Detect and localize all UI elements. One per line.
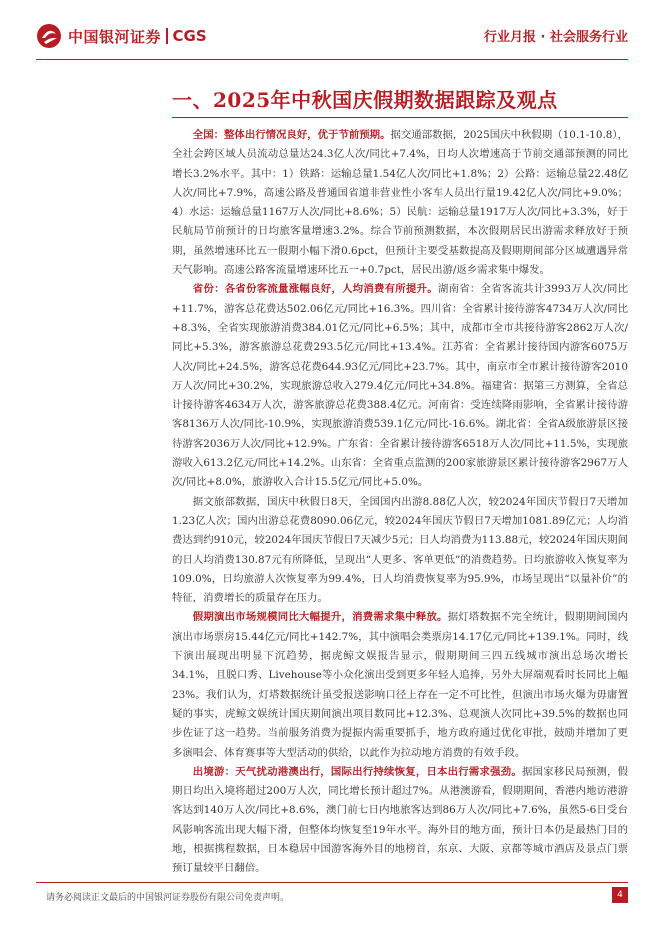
paragraph-national <box>172 126 628 280</box>
logo-english-name: CGS <box>172 27 207 45</box>
paragraph-text: 据文旅部数据，国庆中秋假日8天，全国国内出游8.88亿人次，较2024年国庆节假日7天增加1.23亿人次；国内出游总花费8090.06亿元，较2024年国庆节假日7天增加1081.89亿元；人均消费达到约910元，较2024年国庆节假日7天减少5元；日人均消费为113.88元，较2024年国庆期间的日人均消费130.87元有所降低，呈现出“人更多、客单更低”的消费趋势。日均旅游收入恢复率为109.0%，日均旅游人次恢复率为99.4%，日人均消费恢复率为95.9%，市场呈现出“以量补价”的特征，消费增长的质量存在压力。 <box>172 495 628 605</box>
footer-divider <box>36 882 628 883</box>
paragraph-text: 据国家移民局预测，假期日均出入境将超过200万人次，同比增长预计超过7%。从港澳游看，假期期间，香港内地访港游客达到140万人次/同比+8.6%，澳门前七日内地旅客达到86万人次/同比+7.6%，虽然5-6日受台风影响客流出现大幅下滑，但整体均恢复至19年水平。海外目的地方面，预计日本仍是最热门目的地，根据携程数据，日本稳居中国游客海外目的地榜首，东京、大阪、京都等城市酒店及景点门票预订量较平日翻倍。 <box>172 765 629 875</box>
title-divider <box>172 117 628 118</box>
body-content <box>172 126 628 879</box>
paragraph-lead: 全国：整体出行情况良好，优于节前预期。 <box>192 129 391 141</box>
paragraph-performance <box>172 608 628 762</box>
logo-chinese-name: 中国银河证券 <box>68 27 162 46</box>
paragraph-lead: 假期演出市场规模同比大幅提升，消费需求集中释放。 <box>192 611 448 624</box>
report-type-label: 行业月报 · 社会服务行业 <box>484 30 628 45</box>
page-number: 4 <box>612 887 628 903</box>
paragraph-outbound <box>172 763 628 879</box>
paragraph-provinces <box>172 280 628 492</box>
paragraph-culture-tourism <box>172 493 628 609</box>
company-logo <box>36 22 207 50</box>
page-header <box>0 0 662 70</box>
paragraph-lead: 出境游：天气扰动港澳出行，国际出行持续恢复，日本出行需求强劲。 <box>192 765 523 778</box>
logo-separator <box>166 28 168 44</box>
section-title: 一、2025年中秋国庆假期数据跟踪及观点 <box>172 88 558 112</box>
disclaimer-text: 请务必阅读正文最后的中国银河证券股份有限公司免责声明。 <box>46 893 290 903</box>
paragraph-text: 据交通部数据，2025国庆中秋假期（10.1-10.8），全社会跨区域人员流动总量达24.3亿人次/同比+7.4%，日均人次增速高于节前交通部预测的同比增长3.2%水平。其中：1）铁路：运输总量1.54亿人次/同比+1.8%；2）公路：运输总量22.48亿人次/同比+7.9%，高速公路及普通国省道非营业性小客车人员出行量19.42亿人次/同比+9.0%；4）水运：运输总量1167万人次/同比+8.6%；5）民航：运输总量1917万人次/同比+3.3%，好于民航局节前预计的日均旅客量增速3.2%。综合节前预测数据，本次假期居民出游需求释放好于预期，虽然增速环比五一假期小幅下滑0.6pct，但预计主要受基数提高及假期期间部分区域遭遇异常天气影响。高速公路客流量增速环比五一+0.7pct，居民出游/返乡需求集中爆发。 <box>172 129 628 277</box>
paragraph-text: 据灯塔数据不完全统计，假期期间国内演出市场票房15.44亿元/同比+142.7%，其中演唱会类票房14.17亿元/同比+139.1%。同时，线下演出展现出明显下沉趋势，据虎鲸文娱报告显示，假期期间三四五线城市演出总场次增长34.1%，且脱口秀、Livehouse等小众化演出受到更多年轻人追捧，另外大屏端观看时长同比上幅23%。我们认为，灯塔数据统计虽受报送影响口径上存在一定不可比性，但演出市场火爆为毋庸置疑的事实，虎鲸文娱统计国庆期间演出项目数同比+12.3%、总观演人次同比+39.5%的数据也同步佐证了这一趋势。当前服务消费为提振内需重要抓手，地方政府通过优化审批，鼓励并增加了更多演唱会、体育赛事等大型活动的供给，以此作为拉动地方消费的有效手段。 <box>172 611 629 759</box>
cgs-logo-icon <box>36 23 62 49</box>
paragraph-text: 湖南省：全省客流共计3993万人次/同比+11.7%，游客总花费达502.06亿元/同比+16.3%。四川省：全省累计接待游客4734万人次/同比+8.3%，全省实现旅游消费384.01亿元/同比+6.5%；其中，成都市全市共接待游客2862万人次/同比+5.3%，游客旅游总花费293.5亿元/同比+13.4%。江苏省：全省累计接待国内游客6075万人次/同比+24.5%，游客总花费644.93亿元/同比+23.7%。其中，南京市全市累计接待游客2010万人次/同比+30.2%，实现旅游总收入279.4亿元/同比+34.8%。福建省：据第三方测算，全省总计接待游客4634万人次，游客旅游总花费388.4亿元。河南省：受连续降雨影响，全省累计接待游客8136万人次/同比-10.9%，实现旅游消费539.1亿元/同比-16.6%。湖北省：全省A级旅游景区接待游客2036万人次/同比+12.9%。广东省：全省累计接待游客6518万人次/同比+11.5%，实现旅游收入613.2亿元/同比+14.2%。山东省：全省重点监测的200家旅游景区累计接待游客2967万人次/同比+8.0%，旅游收入合计15.5亿元/同比+5.0%。 <box>172 283 628 489</box>
header-divider <box>36 59 628 60</box>
paragraph-lead: 省份：各省份客流量涨幅良好，人均消费有所提升。 <box>192 283 438 296</box>
